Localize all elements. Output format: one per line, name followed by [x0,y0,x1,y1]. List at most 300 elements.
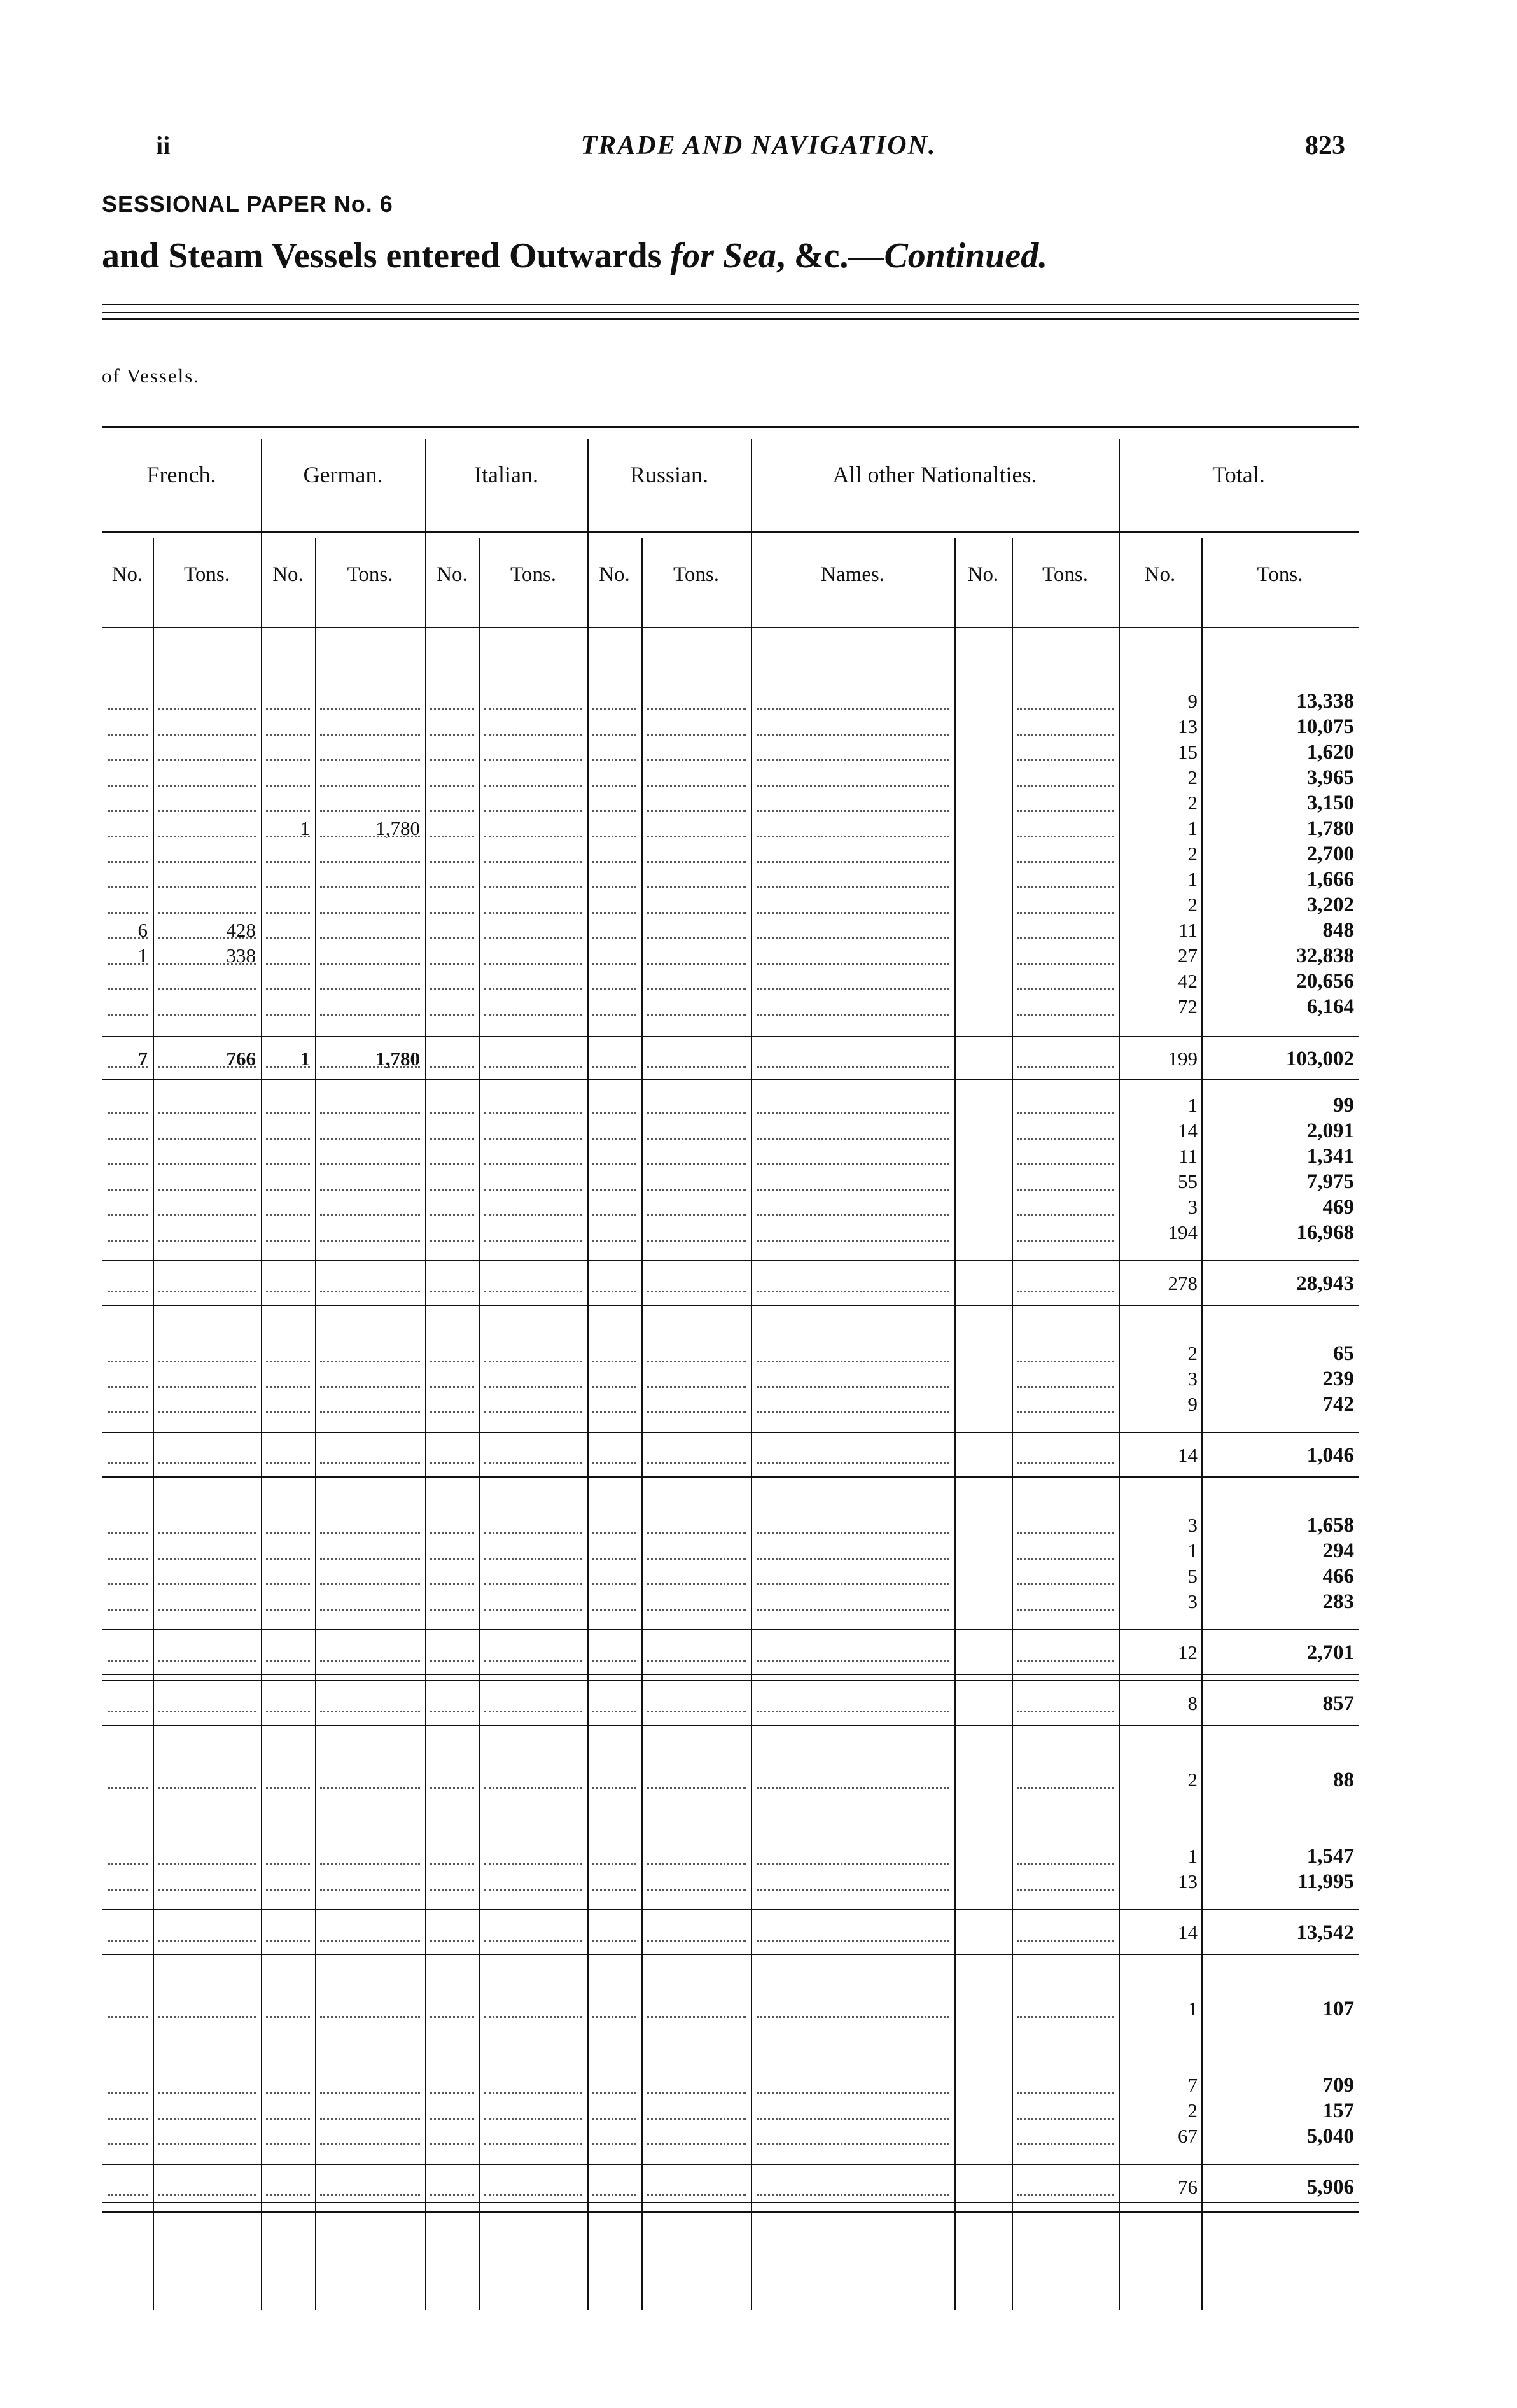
total-tons-cell: 2,700 [1306,843,1354,865]
dot-leader [430,1112,474,1114]
dot-leader [1017,963,1114,965]
french-no-cell: 7 [137,1047,148,1070]
total-no-cell: 3 [1187,1514,1198,1536]
dot-leader [647,785,746,787]
dot-leader [266,1609,310,1611]
dot-leader [1017,1940,1114,1942]
vrule-russian-no [641,538,643,2310]
dot-leader [757,708,949,710]
dot-leader [484,1214,582,1216]
dot-leader [1017,1660,1114,1662]
dot-leader [108,810,148,812]
dot-leader [108,1889,148,1891]
dot-leader [430,2143,474,2145]
dot-leader [430,1066,474,1068]
dot-leader [430,963,474,965]
dot-leader [1017,2092,1114,2094]
dot-leader [158,1014,256,1016]
dot-leader [158,1214,256,1216]
sub-total-no: No. [1144,563,1176,586]
dot-leader [647,937,746,939]
dot-leader [647,1583,746,1585]
dot-leader [1017,1863,1114,1865]
dot-leader [757,1361,949,1362]
dot-leader [158,1711,256,1712]
french-no-cell: 6 [137,919,148,941]
page-number: 823 [1305,131,1345,160]
dot-leader [757,1532,949,1534]
col-french: French. [146,462,216,487]
section-rule [102,1260,1359,1261]
dot-leader [647,1863,746,1865]
total-no-cell: 2 [1187,2099,1198,2122]
total-tons-cell: 16,968 [1296,1221,1354,1244]
dot-leader [484,1787,582,1789]
dot-leader [1017,1240,1114,1242]
dot-leader [320,1386,420,1388]
dot-leader [592,963,636,965]
vrule-names [954,538,956,2310]
dot-leader [108,785,148,787]
dot-leader [592,1138,636,1140]
dot-leader [430,1711,474,1712]
dot-leader [647,708,746,710]
dot-leader [1017,734,1114,736]
dot-leader [266,1889,310,1891]
dot-leader [647,1138,746,1140]
dot-leader [430,861,474,863]
dot-leader [320,1609,420,1611]
dot-leader [1017,1711,1114,1712]
dot-leader [592,1163,636,1165]
total-no-cell: 1 [1187,868,1198,890]
total-no-cell: 11 [1178,1145,1198,1167]
dot-leader [266,1711,310,1712]
dot-leader [757,1583,949,1585]
dot-leader [158,1138,256,1140]
dot-leader [592,2143,636,2145]
dot-leader [266,963,310,965]
dot-leader [647,734,746,736]
dot-leader [592,937,636,939]
total-tons-cell: 10,075 [1296,715,1354,738]
dot-leader [108,1462,148,1464]
dot-leader [647,1361,746,1362]
dot-leader [158,1609,256,1611]
french-tons-cell: 428 [226,919,256,941]
dot-leader [1017,2016,1114,2018]
dot-leader [592,734,636,736]
dot-leader [1017,1361,1114,1362]
vrule-other-no [1012,538,1013,2310]
dot-leader [266,2092,310,2094]
dot-leader [592,785,636,787]
dot-leader [647,1711,746,1712]
dot-leader [158,1291,256,1292]
dot-leader [430,2016,474,2018]
dot-leader [757,1940,949,1942]
dot-leader [108,1558,148,1560]
dot-leader [320,708,420,710]
dot-leader [1017,785,1114,787]
dot-leader [757,759,949,761]
dot-leader [266,1189,310,1191]
dot-leader [757,963,949,965]
dot-leader [108,1411,148,1413]
dot-leader [1017,708,1114,710]
dot-leader [108,1940,148,1942]
dot-leader [484,963,582,965]
total-tons-cell: 1,666 [1306,868,1354,891]
dot-leader [484,1609,582,1611]
running-title: TRADE AND NAVIGATION. [580,131,937,160]
dot-leader [430,1411,474,1413]
total-tons-cell: 99 [1333,1094,1354,1117]
dot-leader [757,1138,949,1140]
dot-leader [592,1189,636,1191]
total-no-cell: 1 [1187,1998,1198,2020]
section-rule [102,1909,1359,1910]
dot-leader [592,1411,636,1413]
total-tons-cell: 283 [1322,1590,1354,1613]
dot-leader [1017,1532,1114,1534]
dot-leader [1017,1214,1114,1216]
dot-leader [108,2092,148,2094]
dot-leader [592,1609,636,1611]
dot-leader [430,1189,474,1191]
dot-leader [108,1609,148,1611]
total-tons-cell: 3,150 [1306,792,1354,815]
dot-leader [266,759,310,761]
dot-leader [108,1291,148,1292]
dot-leader [430,836,474,837]
french-tons-cell: 338 [226,944,256,967]
dot-leader [430,708,474,710]
total-no-cell: 8 [1187,1692,1198,1714]
title-rule-top [102,304,1359,305]
dot-leader [320,785,420,787]
dot-leader [757,861,949,863]
dot-leader [757,1189,949,1191]
dot-leader [430,759,474,761]
dot-leader [430,2118,474,2120]
total-no-cell: 13 [1178,1870,1198,1893]
sub-total-tons: Tons. [1257,563,1303,586]
dot-leader [1017,912,1114,914]
dot-leader [108,912,148,914]
dot-leader [158,836,256,837]
dot-leader [592,1462,636,1464]
total-no-cell: 11 [1178,919,1198,941]
dot-leader [757,2194,949,2196]
dot-leader [158,886,256,888]
dot-leader [1017,937,1114,939]
sub-russian-no: No. [599,563,630,586]
dot-leader [1017,2194,1114,2196]
sub-other-no: No. [967,563,999,586]
col-italian: Italian. [474,462,538,487]
vrule-italian-no [479,538,480,2310]
dot-leader [647,1532,746,1534]
dot-leader [647,1189,746,1191]
dot-leader [484,1112,582,1114]
dot-leader [158,912,256,914]
total-tons-cell: 28,943 [1296,1272,1354,1295]
dot-leader [1017,1386,1114,1388]
dot-leader [757,1163,949,1165]
sub-german-no: No. [272,563,304,586]
dot-leader [1017,988,1114,990]
dot-leader [430,912,474,914]
dot-leader [430,1163,474,1165]
total-tons-cell: 7,975 [1306,1170,1354,1193]
dot-leader [266,785,310,787]
dot-leader [592,1361,636,1362]
dot-leader [158,2143,256,2145]
total-tons-cell: 1,620 [1306,741,1354,764]
dot-leader [320,963,420,965]
sub-french-no: No. [111,563,143,586]
dot-leader [592,836,636,837]
dot-leader [108,1189,148,1191]
section-rule [102,1680,1359,1681]
title-rule-bottom [102,318,1359,320]
dot-leader [108,1361,148,1362]
dot-leader [484,759,582,761]
total-no-cell: 1 [1187,817,1198,839]
dot-leader [320,1532,420,1534]
total-tons-cell: 32,838 [1296,944,1354,967]
total-no-cell: 1 [1187,1539,1198,1562]
dot-leader [484,1163,582,1165]
dot-leader [484,886,582,888]
section-rule [102,1476,1359,1478]
dot-leader [757,1889,949,1891]
total-tons-cell: 5,040 [1306,2125,1354,2148]
col-russian: Russian. [629,462,708,487]
section-rule [102,1079,1359,1080]
dot-leader [647,1163,746,1165]
total-no-cell: 3 [1187,1368,1198,1390]
dot-leader [484,1889,582,1891]
total-no-cell: 194 [1168,1221,1198,1243]
dot-leader [158,2194,256,2196]
dot-leader [757,1558,949,1560]
total-no-cell: 2 [1187,843,1198,865]
dot-leader [320,1189,420,1191]
dot-leader [592,1583,636,1585]
dot-leader [592,1889,636,1891]
dot-leader [158,1386,256,1388]
dot-leader [320,1462,420,1464]
dot-leader [158,1787,256,1789]
dot-leader [158,1889,256,1891]
dot-leader [592,2092,636,2094]
dot-leader [266,1163,310,1165]
dot-leader [592,1558,636,1560]
dot-leader [1017,1014,1114,1016]
dot-leader [266,1014,310,1016]
total-no-cell: 9 [1187,1393,1198,1415]
total-tons-cell: 65 [1333,1342,1354,1365]
dot-leader [266,988,310,990]
dot-leader [108,734,148,736]
dot-leader [592,1214,636,1216]
total-no-cell: 14 [1178,1119,1198,1142]
dot-leader [108,1386,148,1388]
dot-leader [158,810,256,812]
dot-leader [757,1066,949,1068]
dot-leader [1017,1787,1114,1789]
total-no-cell: 2 [1187,1342,1198,1364]
dot-leader [320,810,420,812]
dot-leader [320,1889,420,1891]
dot-leader [266,2143,310,2145]
dot-leader [266,1361,310,1362]
dot-leader [592,2118,636,2120]
total-tons-cell: 13,542 [1296,1921,1354,1944]
dot-leader [158,2016,256,2018]
dot-leader [757,1014,949,1016]
dot-leader [158,734,256,736]
page-title [102,235,1047,276]
dot-leader [320,1138,420,1140]
dot-leader [430,1138,474,1140]
dot-leader [484,2016,582,2018]
dot-leader [108,1138,148,1140]
dot-leader [1017,1163,1114,1165]
header-divider-rule [102,531,1359,533]
dot-leader [108,836,148,837]
section-rule [102,2202,1359,2203]
dot-leader [647,988,746,990]
dot-leader [484,1014,582,1016]
table-top-rule [102,426,1359,428]
dot-leader [108,1014,148,1016]
dot-leader [266,1940,310,1942]
section-rule [102,2164,1359,2165]
dot-leader [108,2143,148,2145]
total-tons-cell: 2,091 [1306,1119,1354,1142]
total-tons-cell: 157 [1322,2099,1354,2122]
dot-leader [320,1583,420,1585]
dot-leader [266,1863,310,1865]
dot-leader [757,937,949,939]
dot-leader [1017,836,1114,837]
dot-leader [266,1138,310,1140]
dot-leader [158,1940,256,1942]
dot-leader [757,1240,949,1242]
dot-leader [647,1787,746,1789]
col-german: German. [303,462,383,487]
dot-leader [647,1411,746,1413]
dot-leader [158,1583,256,1585]
dot-leader [108,988,148,990]
table-bottom-rule [102,2211,1359,2213]
dot-leader [757,810,949,812]
dot-leader [647,861,746,863]
dot-leader [430,785,474,787]
dot-leader [757,836,949,837]
total-tons-cell: 742 [1322,1393,1354,1416]
title-plain: and Steam Vessels entered Outwards [102,236,671,276]
total-tons-cell: 3,965 [1306,766,1354,789]
total-no-cell: 2 [1187,1768,1198,1791]
dot-leader [757,912,949,914]
dot-leader [320,861,420,863]
dot-leader [484,1066,582,1068]
dot-leader [158,1189,256,1191]
dot-leader [266,937,310,939]
dot-leader [484,1361,582,1362]
page-roman-numeral: ii [156,131,171,160]
dot-leader [430,1014,474,1016]
dot-leader [647,2092,746,2094]
dot-leader [757,1787,949,1789]
dot-leader [757,734,949,736]
dot-leader [1017,1462,1114,1464]
dot-leader [266,1214,310,1216]
dot-leader [108,2118,148,2120]
dot-leader [266,810,310,812]
col-total: Total. [1212,462,1265,487]
dot-leader [484,785,582,787]
dot-leader [647,1386,746,1388]
dot-leader [108,759,148,761]
dot-leader [108,1112,148,1114]
total-tons-cell: 294 [1322,1539,1354,1562]
total-tons-cell: 88 [1333,1768,1354,1791]
dot-leader [1017,1583,1114,1585]
dot-leader [592,708,636,710]
dot-leader [320,734,420,736]
dot-leader [1017,1411,1114,1413]
dot-leader [757,1386,949,1388]
dot-leader [757,2092,949,2094]
sub-french-tons: Tons. [184,563,230,586]
total-no-cell: 76 [1178,2176,1198,2198]
section-rule [102,1954,1359,1955]
dot-leader [430,988,474,990]
total-no-cell: 13 [1178,715,1198,738]
dot-leader [757,1112,949,1114]
total-no-cell: 7 [1187,2074,1198,2096]
dot-leader [647,1291,746,1292]
dot-leader [647,1558,746,1560]
dot-leader [484,810,582,812]
dot-leader [266,1660,310,1662]
subheader-bottom-rule [102,627,1359,628]
sub-italian-no: No. [437,563,468,586]
total-tons-cell: 107 [1322,1998,1354,2020]
dot-leader [647,810,746,812]
dot-leader [1017,1889,1114,1891]
dot-leader [592,988,636,990]
dot-leader [647,2118,746,2120]
dot-leader [158,2118,256,2120]
total-tons-cell: 20,656 [1296,970,1354,993]
dot-leader [108,886,148,888]
total-tons-cell: 11,995 [1297,1870,1354,1893]
total-no-cell: 42 [1178,970,1198,992]
dot-leader [592,912,636,914]
dot-leader [108,1863,148,1865]
dot-leader [757,2143,949,2145]
total-tons-cell: 469 [1322,1196,1354,1219]
dot-leader [320,1558,420,1560]
dot-leader [320,1411,420,1413]
dot-leader [757,1711,949,1712]
